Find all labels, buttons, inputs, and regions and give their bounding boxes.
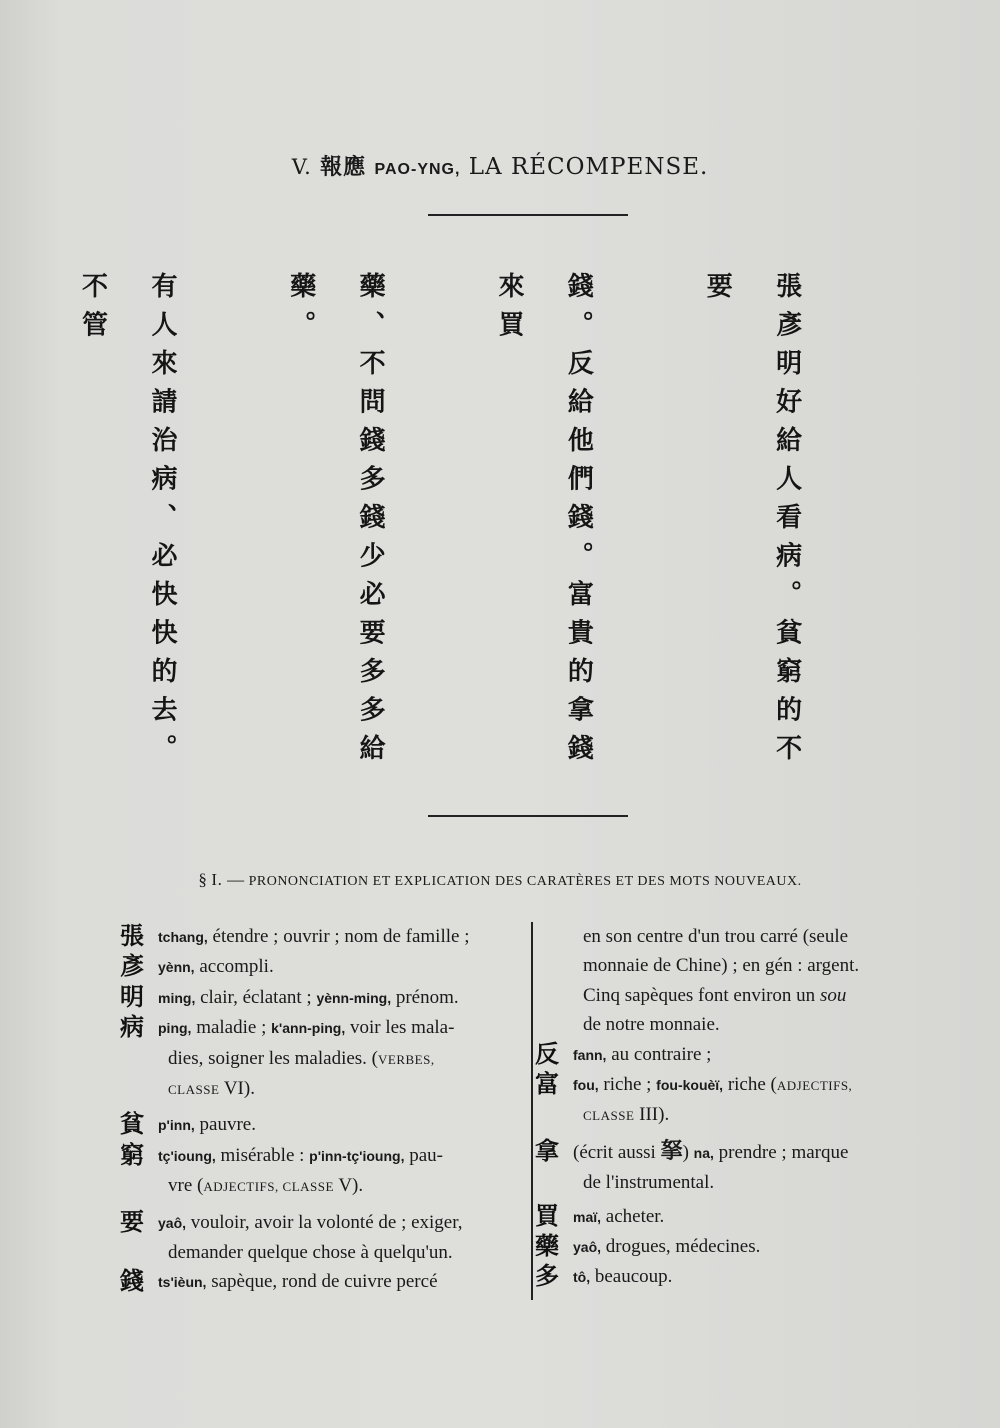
entry-definition: drogues, médecines. xyxy=(601,1236,761,1258)
entry-definition: maladie ; xyxy=(191,1017,272,1039)
entry-definition: (écrit aussi xyxy=(573,1141,661,1163)
entry-romanization: k'ann-ping, xyxy=(271,1020,346,1037)
entry-continuation xyxy=(535,1168,955,1197)
lesson-number: V. xyxy=(291,155,312,179)
glossary-entry xyxy=(535,1232,955,1262)
entry-definition: en son centre d'un trou carré (seule xyxy=(583,926,849,947)
glossary-left-column xyxy=(120,922,525,1298)
entry-definition: prendre ; marque xyxy=(713,1141,849,1163)
glossary-entry xyxy=(535,1137,955,1168)
entry-definition: VI). xyxy=(219,1078,255,1100)
entry-definition: clair, éclatant ; xyxy=(195,986,317,1008)
glossary-entry xyxy=(120,1110,525,1140)
entry-definition: V). xyxy=(333,1175,364,1197)
title-french: LA RÉCOMPENSE. xyxy=(468,154,709,180)
entry-romanization: fou, xyxy=(573,1077,599,1094)
entry-romanization: ts'ièun, xyxy=(158,1274,207,1291)
section-symbol: § xyxy=(198,870,208,889)
entry-romanization: p'inn, xyxy=(158,1117,195,1134)
entry-character: 反 xyxy=(535,1039,559,1068)
entry-romanization: fann, xyxy=(573,1046,607,1063)
entry-definition: vre ( xyxy=(168,1175,204,1197)
glossary-entry xyxy=(120,1208,525,1238)
story-column: 有人來請治病、必快快的去。不管 xyxy=(77,272,177,773)
entry-definition: ) xyxy=(682,1141,694,1163)
entry-romanization: yènn-ming, xyxy=(316,989,392,1006)
entry-definition: de l'instrumental. xyxy=(583,1172,715,1194)
lesson-title xyxy=(0,150,1000,181)
entry-definition: au contraire ; xyxy=(606,1043,712,1065)
story-column: 錢。反給他們錢。富貴的拿錢來買 xyxy=(493,272,594,773)
entry-romanization: maï, xyxy=(573,1208,602,1225)
entry-romanization: tç'ioung, xyxy=(158,1147,216,1164)
grammar-class: ADJECTIFS, xyxy=(776,1078,853,1094)
alternate-character: 拏 xyxy=(660,1138,683,1164)
entry-romanization: p'inn-tç'ioung, xyxy=(309,1147,405,1164)
section-heading xyxy=(0,870,1000,890)
glossary-entry xyxy=(535,1262,955,1292)
entry-character: 窮 xyxy=(120,1140,144,1169)
entry-romanization: ping, xyxy=(158,1020,192,1037)
glossary-entry xyxy=(120,1013,525,1043)
entry-romanization: ming, xyxy=(158,989,196,1006)
entry-definition: beaucoup. xyxy=(590,1266,673,1288)
entry-character: 多 xyxy=(535,1262,559,1291)
glossary-entry xyxy=(120,952,525,982)
entry-character: 錢 xyxy=(120,1267,144,1296)
entry-definition: misérable : xyxy=(215,1144,310,1166)
entry-definition: sapèque, rond de cuivre percé xyxy=(206,1271,438,1293)
entry-definition: prénom. xyxy=(391,986,459,1008)
entry-definition: III). xyxy=(634,1104,670,1126)
entry-character: 張 xyxy=(120,922,144,950)
story-column: 張彥明好給人看病。貧窮的不要 xyxy=(702,272,802,773)
entry-definition-italic: sou xyxy=(819,984,847,1006)
entry-character: 富 xyxy=(535,1070,559,1099)
entry-definition: de notre monnaie. xyxy=(583,1014,720,1036)
glossary-entry xyxy=(535,1202,955,1232)
entry-definition: acheter. xyxy=(601,1205,665,1227)
title-rule xyxy=(428,214,628,216)
entry-continuation xyxy=(120,1074,525,1104)
entry-character: 要 xyxy=(120,1207,144,1236)
entry-definition: demander quelque chose à quelqu'un. xyxy=(168,1242,453,1264)
story-column: 藥、不問錢多錢少必要多多給藥。 xyxy=(285,272,386,773)
entry-definition: riche ; xyxy=(598,1074,657,1096)
grammar-class: VERBES, xyxy=(378,1051,435,1067)
grammar-class: CLASSE xyxy=(583,1108,635,1124)
entry-romanization: yènn, xyxy=(158,959,195,976)
entry-romanization: tchang, xyxy=(158,929,208,945)
glossary-entry xyxy=(120,1141,525,1171)
entry-romanization: na, xyxy=(693,1144,714,1161)
entry-definition: étendre ; ouvrir ; nom de famille ; xyxy=(207,926,470,947)
title-romanization: PAO-YNG, xyxy=(374,161,461,178)
entry-character: 病 xyxy=(120,1013,144,1042)
section-title: PRONONCIATION ET EXPLICATION DES CARATÈRES ET DES MOTS NOUVEAUX. xyxy=(248,874,802,889)
chinese-story-text xyxy=(77,272,890,782)
entry-definition: pau- xyxy=(404,1144,443,1166)
entry-definition: voir les mala- xyxy=(345,1017,455,1039)
entry-continuation xyxy=(120,1238,525,1267)
entry-continuation xyxy=(535,922,955,951)
glossary-entry xyxy=(535,1070,955,1100)
column-divider xyxy=(531,922,533,1300)
grammar-class: CLASSE xyxy=(168,1082,220,1098)
entry-definition: Cinq sapèques font environ un xyxy=(583,984,816,1006)
text-end-rule xyxy=(428,815,628,817)
entry-romanization: yaô, xyxy=(158,1214,187,1231)
entry-romanization: fou-kouèï, xyxy=(656,1077,724,1094)
section-number: I. — xyxy=(211,870,245,889)
entry-continuation xyxy=(535,1010,955,1039)
glossary-entry xyxy=(535,1040,955,1070)
entry-continuation xyxy=(120,1171,525,1201)
glossary-entry xyxy=(120,983,525,1013)
glossary-right-column xyxy=(535,922,955,1293)
entry-continuation xyxy=(535,951,955,980)
entry-definition: dies, soigner les maladies. ( xyxy=(168,1047,379,1069)
entry-continuation xyxy=(535,981,955,1010)
entry-character: 拿 xyxy=(535,1136,559,1165)
entry-definition: riche ( xyxy=(723,1074,777,1096)
entry-romanization: yaô, xyxy=(573,1239,602,1256)
grammar-class: ADJECTIFS, CLASSE xyxy=(203,1179,334,1195)
entry-romanization: tô, xyxy=(573,1269,591,1286)
entry-character: 明 xyxy=(120,982,144,1011)
entry-character: 藥 xyxy=(535,1232,559,1261)
entry-definition: monnaie de Chine) ; en gén : argent. xyxy=(583,955,860,977)
glossary-entry xyxy=(120,922,525,952)
entry-character: 貧 xyxy=(120,1110,144,1139)
entry-continuation xyxy=(120,1044,525,1074)
title-chinese: 報應 xyxy=(320,155,367,180)
entry-character: 買 xyxy=(535,1201,559,1230)
entry-definition: accompli. xyxy=(194,956,274,978)
entry-character: 彥 xyxy=(120,952,144,981)
entry-definition: vouloir, avoir la volonté de ; exiger, xyxy=(186,1211,463,1233)
glossary-entry xyxy=(120,1267,525,1297)
entry-definition: pauvre. xyxy=(194,1114,256,1136)
entry-continuation xyxy=(535,1100,955,1130)
